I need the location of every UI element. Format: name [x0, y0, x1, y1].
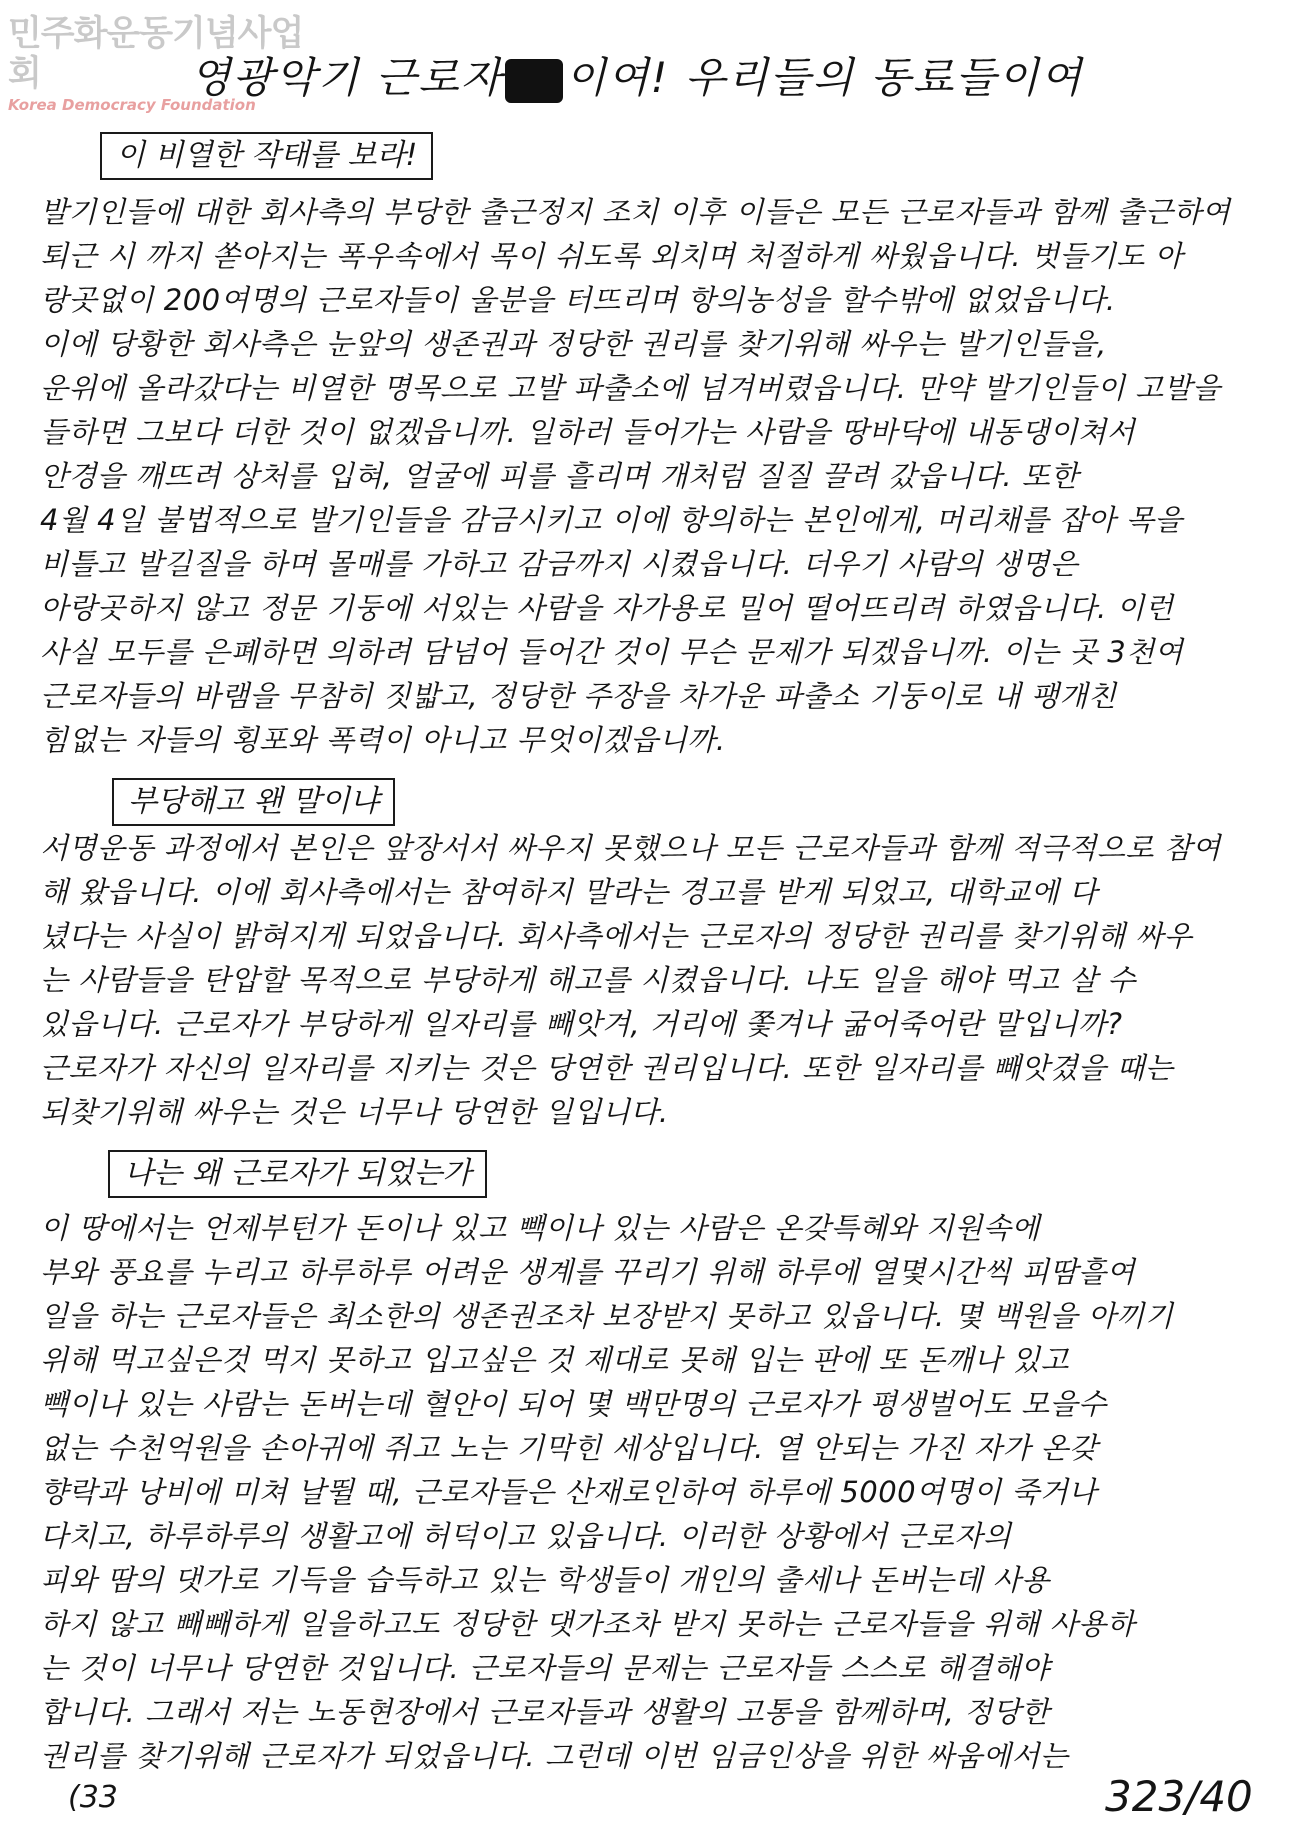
text-line: 없는 수천억원을 손아귀에 쥐고 노는 기막힌 세상입니다. 열 안되는 가진 자가 온갖	[40, 1431, 1098, 1465]
text-line: 위해 먹고싶은것 먹지 못하고 입고싶은 것 제대로 못해 입는 판에 또 돈깨나 있고	[40, 1343, 1070, 1377]
text-line: 발기인들에 대한 회사측의 부당한 출근정지 조치 이후 이들은 모든 근로자들과 함께 출근하여	[40, 195, 1231, 229]
section-2-body	[40, 826, 1265, 1134]
section-3-body	[40, 1206, 1265, 1778]
section-1-heading: 이 비열한 작태를 보라!	[100, 132, 433, 180]
text-line: 비틀고 발길질을 하며 몰매를 가하고 감금까지 시켰읍니다. 더우기 사람의 생명은	[40, 547, 1079, 581]
text-line: 근로자가 자신의 일자리를 지키는 것은 당연한 권리입니다. 또한 일자리를 빼앗겼을 때는	[40, 1051, 1174, 1085]
text-line: 근로자들의 바램을 무참히 짓밟고, 정당한 주장을 차가운 파출소 기둥이로 내 팽개친	[40, 679, 1117, 713]
text-line: 일을 하는 근로자들은 최소한의 생존권조차 보장받지 못하고 있읍니다. 몇 백원을 아끼기	[40, 1299, 1174, 1333]
text-line: 아랑곳하지 않고 정문 기둥에 서있는 사람을 자가용로 밀어 떨어뜨리려 하였읍니다. 이런	[40, 591, 1174, 625]
watermark-english: Korea Democracy Foundation	[8, 96, 256, 114]
text-line: 다치고, 하루하루의 생활고에 허덕이고 있읍니다. 이러한 상황에서 근로자의	[40, 1519, 1012, 1553]
text-line: 피와 땀의 댓가로 기득을 습득하고 있는 학생들이 개인의 출세나 돈버는데 사용	[40, 1563, 1050, 1597]
document-title	[190, 50, 1190, 106]
text-line: 4월 4일 불법적으로 발기인들을 감금시키고 이에 항의하는 본인에게, 머리채를 잡아 목을	[40, 503, 1183, 537]
text-line: 서명운동 과정에서 본인은 앞장서서 싸우지 못했으나 모든 근로자들과 함께 적극적으로 참여	[40, 831, 1221, 865]
title-part-1: 영광악기 근로자	[190, 53, 504, 102]
text-line: 하지 않고 빼빼하게 일을하고도 정당한 댓가조차 받지 못하는 근로자들을 위해 사용하	[40, 1607, 1136, 1641]
text-line: 권리를 찾기위해 근로자가 되었읍니다. 그런데 이번 임금인상을 위한 싸움에서는	[40, 1739, 1069, 1773]
text-line: 안경을 깨뜨려 상처를 입혀, 얼굴에 피를 흘리며 개처럼 질질 끌려 갔읍니다. 또한	[40, 459, 1079, 493]
text-line: 운위에 올라갔다는 비열한 명목으로 고발 파출소에 넘겨버렸읍니다. 만약 발기인들이 고발을	[40, 371, 1221, 405]
text-line: 는 것이 너무나 당연한 것입니다. 근로자들의 문제는 근로자들 스스로 해결해야	[40, 1651, 1050, 1685]
text-line: 는 사람들을 탄압할 목적으로 부당하게 해고를 시켰읍니다. 나도 일을 해야 먹고 살 수	[40, 963, 1136, 997]
text-line: 랑곳없이 200여명의 근로자들이 울분을 터뜨리며 항의농성을 할수밖에 없었읍니다.	[40, 283, 1116, 317]
text-line: 해 왔읍니다. 이에 회사측에서는 참여하지 말라는 경고를 받게 되었고, 대학교에 다	[40, 875, 1098, 909]
text-line: 힘없는 자들의 횡포와 폭력이 아니고 무엇이겠읍니까.	[40, 723, 726, 757]
section-1-body	[40, 190, 1265, 762]
text-line: 있읍니다. 근로자가 부당하게 일자리를 빼앗겨, 거리에 쫓겨나 굶어죽어란 말입니까?	[40, 1007, 1123, 1041]
text-line: 퇴근 시 까지 쏟아지는 폭우속에서 목이 쉬도록 외치며 처절하게 싸웠읍니다. 벗들기도 아	[40, 239, 1184, 273]
text-line: 향락과 낭비에 미쳐 날뛸 때, 근로자들은 산재로인하여 하루에 5000여명이 죽거나	[40, 1475, 1097, 1509]
title-part-2: 이여! 우리들의 동료들이여	[565, 53, 1084, 102]
text-line: 빽이나 있는 사람는 돈버는데 혈안이 되어 몇 백만명의 근로자가 평생벌어도 모을수	[40, 1387, 1107, 1421]
section-3-heading: 나는 왜 근로자가 되었는가	[108, 1150, 487, 1198]
text-line: 부와 풍요를 누리고 하루하루 어려운 생계를 꾸리기 위해 하루에 열몇시간씩 피땀흘여	[40, 1255, 1136, 1289]
text-line: 합니다. 그래서 저는 노동현장에서 근로자들과 생활의 고통을 함께하며, 정당한	[40, 1695, 1050, 1729]
section-2-heading: 부당해고 왠 말이냐	[112, 778, 395, 826]
redaction-block	[505, 59, 563, 103]
text-line: 들하면 그보다 더한 것이 없겠읍니까. 일하러 들어가는 사람을 땅바닥에 내동댕이쳐서	[40, 415, 1136, 449]
archive-number: 323/40	[1105, 1772, 1253, 1821]
watermark-korean: 민주화운동기념사업회	[8, 14, 304, 94]
text-line: 이 땅에서는 언제부턴가 돈이나 있고 빽이나 있는 사람은 온갖특혜와 지원속에	[40, 1211, 1040, 1245]
page-mark: (33	[68, 1780, 118, 1815]
text-line: 사실 모두를 은폐하면 의하려 담넘어 들어간 것이 무슨 문제가 되겠읍니까. 이는 곳 3천여	[40, 635, 1184, 669]
text-line: 이에 당황한 회사측은 눈앞의 생존권과 정당한 권리를 찾기위해 싸우는 발기인들을,	[40, 327, 1107, 361]
text-line: 녔다는 사실이 밝혀지게 되었읍니다. 회사측에서는 근로자의 정당한 권리를 찾기위해 싸우	[40, 919, 1193, 953]
text-line: 되찾기위해 싸우는 것은 너무나 당연한 일입니다.	[40, 1095, 669, 1129]
